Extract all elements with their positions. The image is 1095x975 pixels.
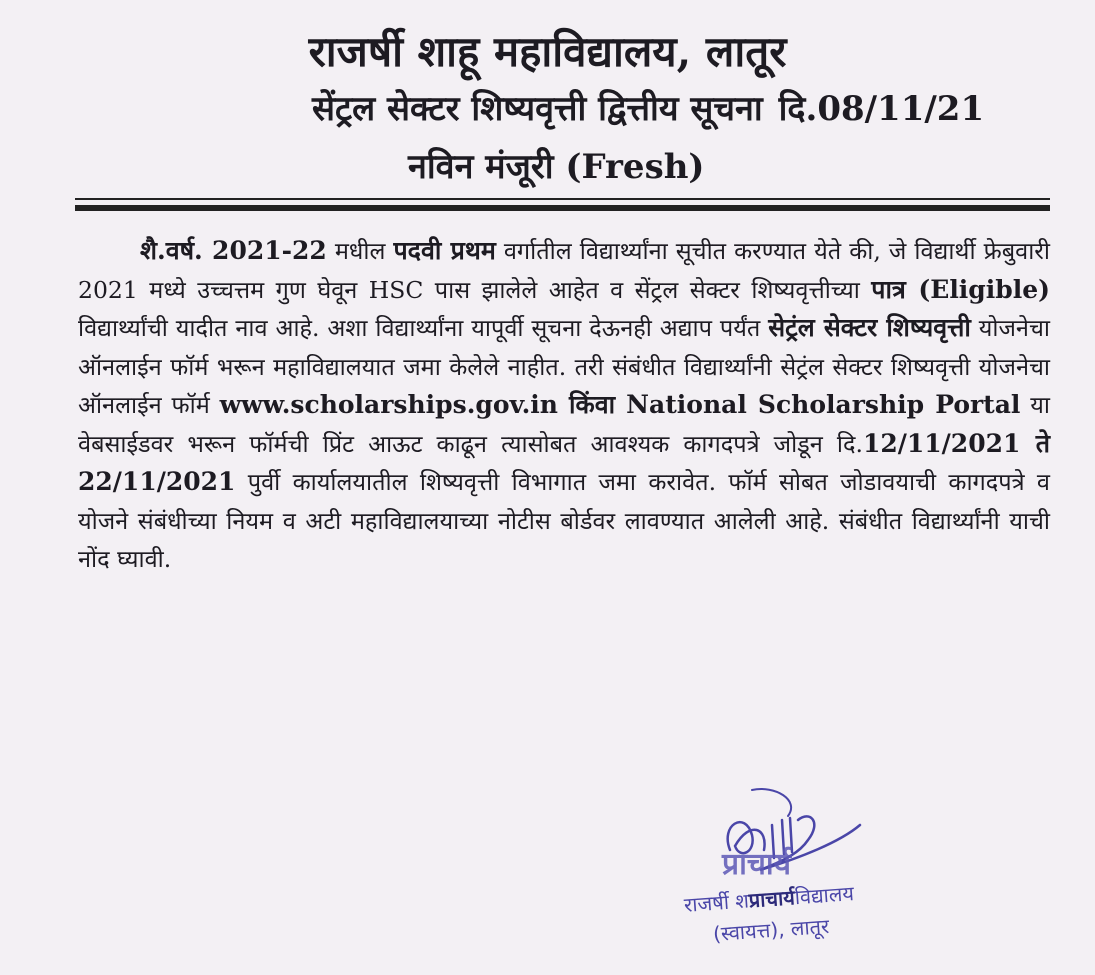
submission-dates: 12/11/2021 ते 22/11/2021 (78, 428, 1050, 496)
header-divider-thick (75, 205, 1050, 211)
body-text-1: मधील (326, 237, 394, 265)
notice-title-row (312, 84, 984, 130)
notice-body (78, 232, 1050, 579)
body-text-3: विद्यार्थ्यांची यादीत नाव आहे. अशा विद्यार्थ्यांना यापूर्वी सूचना देऊनही अद्याप पर्यंत (78, 314, 769, 342)
college-name: राजर्षी शाहू महाविद्यालय, लातूर (308, 27, 787, 76)
academic-year: शै.वर्ष. 2021-22 (140, 236, 327, 265)
notice-title: सेंट्रल सेक्टर शिष्यवृत्ती द्वित्तीय सूचना (312, 89, 763, 129)
body-text-5: या वेबसाईडवर भरून फॉर्मची प्रिंट आऊट काढून त्यासोबत आवश्यक कागदपत्रे जोडून दि. (78, 391, 1051, 458)
notice-category: नविन मंजूरी (Fresh) (408, 147, 705, 187)
portal-name: www.scholarships.gov.in किंवा National Scholarship Portal (219, 390, 1021, 419)
header-divider-thin (75, 198, 1050, 200)
scheme-name: सेट्रंल सेक्टर शिष्यवृत्ती (768, 313, 971, 342)
stamp-line-2: (स्वायत्त), लातूर (712, 913, 830, 946)
eligible-label: पात्र (Eligible) (871, 274, 1050, 304)
college-stamp (648, 877, 891, 952)
stamp-overprint: प्राचार्य (747, 885, 796, 913)
stamp-title: प्राचार्य (722, 847, 792, 882)
stamp-prefix: राजर्षी श (683, 888, 750, 917)
class-name: पदवी प्रथम (393, 236, 496, 265)
body-text-6: पुर्वी कार्यालयातील शिष्यवृत्ती विभागात जमा करावेत. फॉर्म सोबत जोडावयाची कागदपत्रे व योजने संबंधीच्या नियम व अटी महाविद्यालयाच्या नोटीस बोर्डवर लावण्यात आलेली आहे. संबंधीत विद्यार्थ्यांनी याची नोंद घ्यावी. (78, 468, 1050, 573)
body-text-4: योजनेचा ऑनलाईन फॉर्म भरून महाविद्यालयात जमा केलेले नाहीत. तरी संबंधीत विद्यार्थ्यांनी सेट्रंल सेक्टर शिष्यवृत्ती योजनेचा ऑनलाईन फॉर्म (78, 314, 1050, 419)
notice-date: दि.08/11/21 (778, 89, 985, 129)
stamp-suffix: विद्यालय (793, 881, 855, 910)
body-text-2: वर्गातील विद्यार्थ्यांना सूचीत करण्यात येते की, जे विद्यार्थी फ्रेबुवारी 2021 मध्ये उच्चत्तम गुण घेवून HSC पास झालेले आहेत व सेंट्रल सेक्टर शिष्यवृत्तीच्या (78, 237, 1050, 304)
